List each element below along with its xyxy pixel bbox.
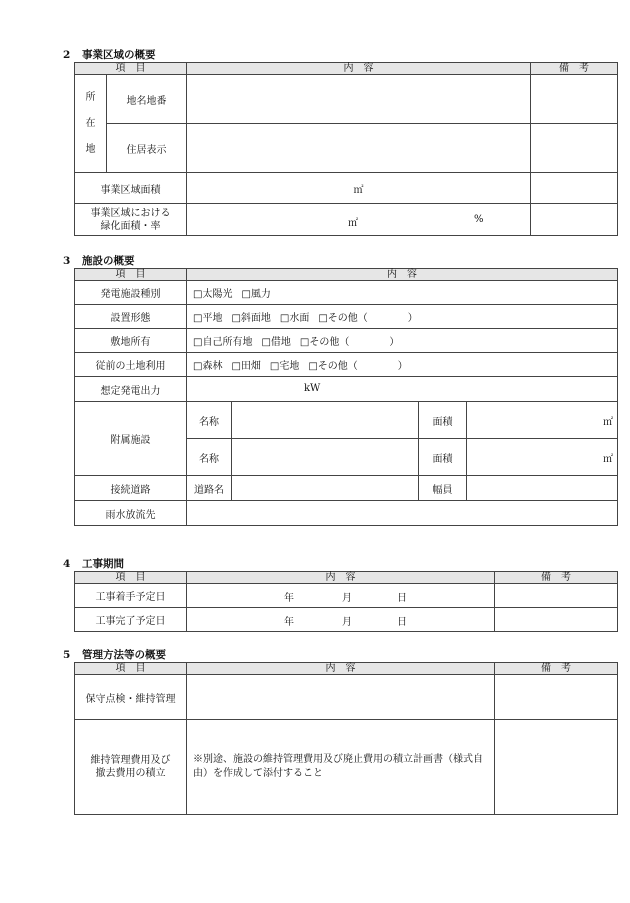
section-2-title: 2 事業区域の概要	[63, 49, 156, 61]
green-field[interactable]	[187, 204, 531, 236]
header-note: 備 考	[495, 572, 618, 584]
header-content: 内 容	[187, 63, 531, 75]
row-label-type: 発電施設種別	[75, 281, 187, 305]
row-label-green: 事業区域における 緑化面積・率	[75, 204, 187, 236]
green-note-field[interactable]	[531, 204, 618, 236]
checkbox-water[interactable]: □水面	[279, 313, 310, 324]
start-day: 日	[397, 593, 407, 604]
form-options	[187, 305, 618, 329]
management-table	[74, 662, 618, 815]
landuse-options	[187, 353, 618, 377]
header-item: 項 目	[75, 572, 187, 584]
checkbox-forest[interactable]: □森林	[193, 361, 223, 372]
section-3-title: 3 施設の概要	[63, 255, 135, 267]
own-options	[187, 329, 618, 353]
annex-area-field-1[interactable]	[467, 402, 618, 439]
fund-field[interactable]	[187, 720, 495, 815]
annex-area-label-2: 面積	[419, 439, 467, 476]
construction-period-table	[74, 571, 618, 632]
annex-name-field-2[interactable]	[232, 439, 419, 476]
header-item: 項 目	[75, 663, 187, 675]
annex-name-label-2: 名称	[187, 439, 232, 476]
end-month: 月	[342, 617, 352, 628]
road-name-field[interactable]	[232, 476, 419, 501]
checkbox-flat[interactable]: □平地	[193, 313, 223, 324]
area-field[interactable]	[187, 173, 531, 204]
fund-instruction-text: ※別途、施設の維持管理費用及び廃止費用の積立計画書（様式自由）を作成して添付すること	[193, 754, 483, 779]
row-label-rain: 雨水放流先	[75, 501, 187, 526]
row-label-annex: 附属施設	[75, 402, 187, 476]
end-date-field[interactable]	[187, 608, 495, 632]
checkbox-form-other[interactable]: □その他（ ）	[318, 313, 418, 324]
output-field[interactable]	[187, 377, 618, 402]
annex-name-label-1: 名称	[187, 402, 232, 439]
start-date-field[interactable]	[187, 584, 495, 608]
road-width-label: 幅員	[419, 476, 467, 501]
site-overview-table	[74, 62, 618, 236]
header-note: 備 考	[495, 663, 618, 675]
chiban-field[interactable]	[187, 75, 531, 124]
location-group-label: 所 在 地	[75, 75, 107, 173]
road-name-label: 道路名	[187, 476, 232, 501]
checkbox-residential[interactable]: □宅地	[269, 361, 300, 372]
end-note-field[interactable]	[495, 608, 618, 632]
annex-area-unit-2: ㎡	[603, 453, 613, 465]
road-width-field[interactable]	[467, 476, 618, 501]
green-area-unit: ㎡	[348, 218, 358, 229]
checkbox-owned[interactable]: □自己所有地	[193, 337, 253, 348]
checkbox-own-other[interactable]: □その他（ ）	[299, 337, 400, 348]
jukyo-note-field[interactable]	[531, 124, 618, 173]
checkbox-leased[interactable]: □借地	[261, 337, 291, 348]
row-label-output: 想定発電出力	[75, 377, 187, 402]
checkbox-farmland[interactable]: □田畑	[231, 361, 261, 372]
fund-note-field[interactable]	[495, 720, 618, 815]
end-year: 年	[284, 617, 294, 628]
row-label-road: 接続道路	[75, 476, 187, 501]
header-content: 内 容	[187, 572, 495, 584]
start-month: 月	[342, 593, 352, 604]
row-label-own: 敷地所有	[75, 329, 187, 353]
chiban-note-field[interactable]	[531, 75, 618, 124]
green-rate-unit: %	[474, 214, 484, 225]
row-label-end: 工事完了予定日	[75, 608, 187, 632]
checkbox-landuse-other[interactable]: □その他（ ）	[308, 361, 408, 372]
facility-overview-table	[74, 268, 618, 526]
start-note-field[interactable]	[495, 584, 618, 608]
row-label-landuse: 従前の土地利用	[75, 353, 187, 377]
row-label-jukyo: 住居表示	[107, 124, 187, 173]
section-5-title: 5 管理方法等の概要	[63, 649, 166, 661]
annex-area-field-2[interactable]	[467, 439, 618, 476]
maint-field[interactable]	[187, 675, 495, 720]
row-label-area: 事業区域面積	[75, 173, 187, 204]
row-label-maint: 保守点検・維持管理	[75, 675, 187, 720]
checkbox-slope[interactable]: □斜面地	[231, 313, 271, 324]
header-item: 項 目	[75, 269, 187, 281]
row-label-fund: 維持管理費用及び 撤去費用の積立	[75, 720, 187, 815]
area-note-field[interactable]	[531, 173, 618, 204]
row-label-start: 工事着手予定日	[75, 584, 187, 608]
row-label-form: 設置形態	[75, 305, 187, 329]
jukyo-field[interactable]	[187, 124, 531, 173]
header-item: 項 目	[75, 63, 187, 75]
start-year: 年	[284, 593, 294, 604]
checkbox-solar[interactable]: □太陽光	[193, 289, 233, 300]
header-note: 備 考	[531, 63, 618, 75]
output-unit: kW	[304, 383, 321, 394]
annex-area-unit-1: ㎡	[603, 416, 613, 428]
rain-field[interactable]	[187, 501, 618, 526]
header-content: 内 容	[187, 269, 618, 281]
maint-note-field[interactable]	[495, 675, 618, 720]
end-day: 日	[397, 617, 407, 628]
header-content: 内 容	[187, 663, 495, 675]
section-4-title: 4 工事期間	[63, 558, 124, 570]
row-label-chiban: 地名地番	[107, 75, 187, 124]
annex-area-label-1: 面積	[419, 402, 467, 439]
checkbox-wind[interactable]: □風力	[241, 289, 271, 300]
area-unit: ㎡	[353, 184, 364, 196]
type-options	[187, 281, 618, 305]
annex-name-field-1[interactable]	[232, 402, 419, 439]
